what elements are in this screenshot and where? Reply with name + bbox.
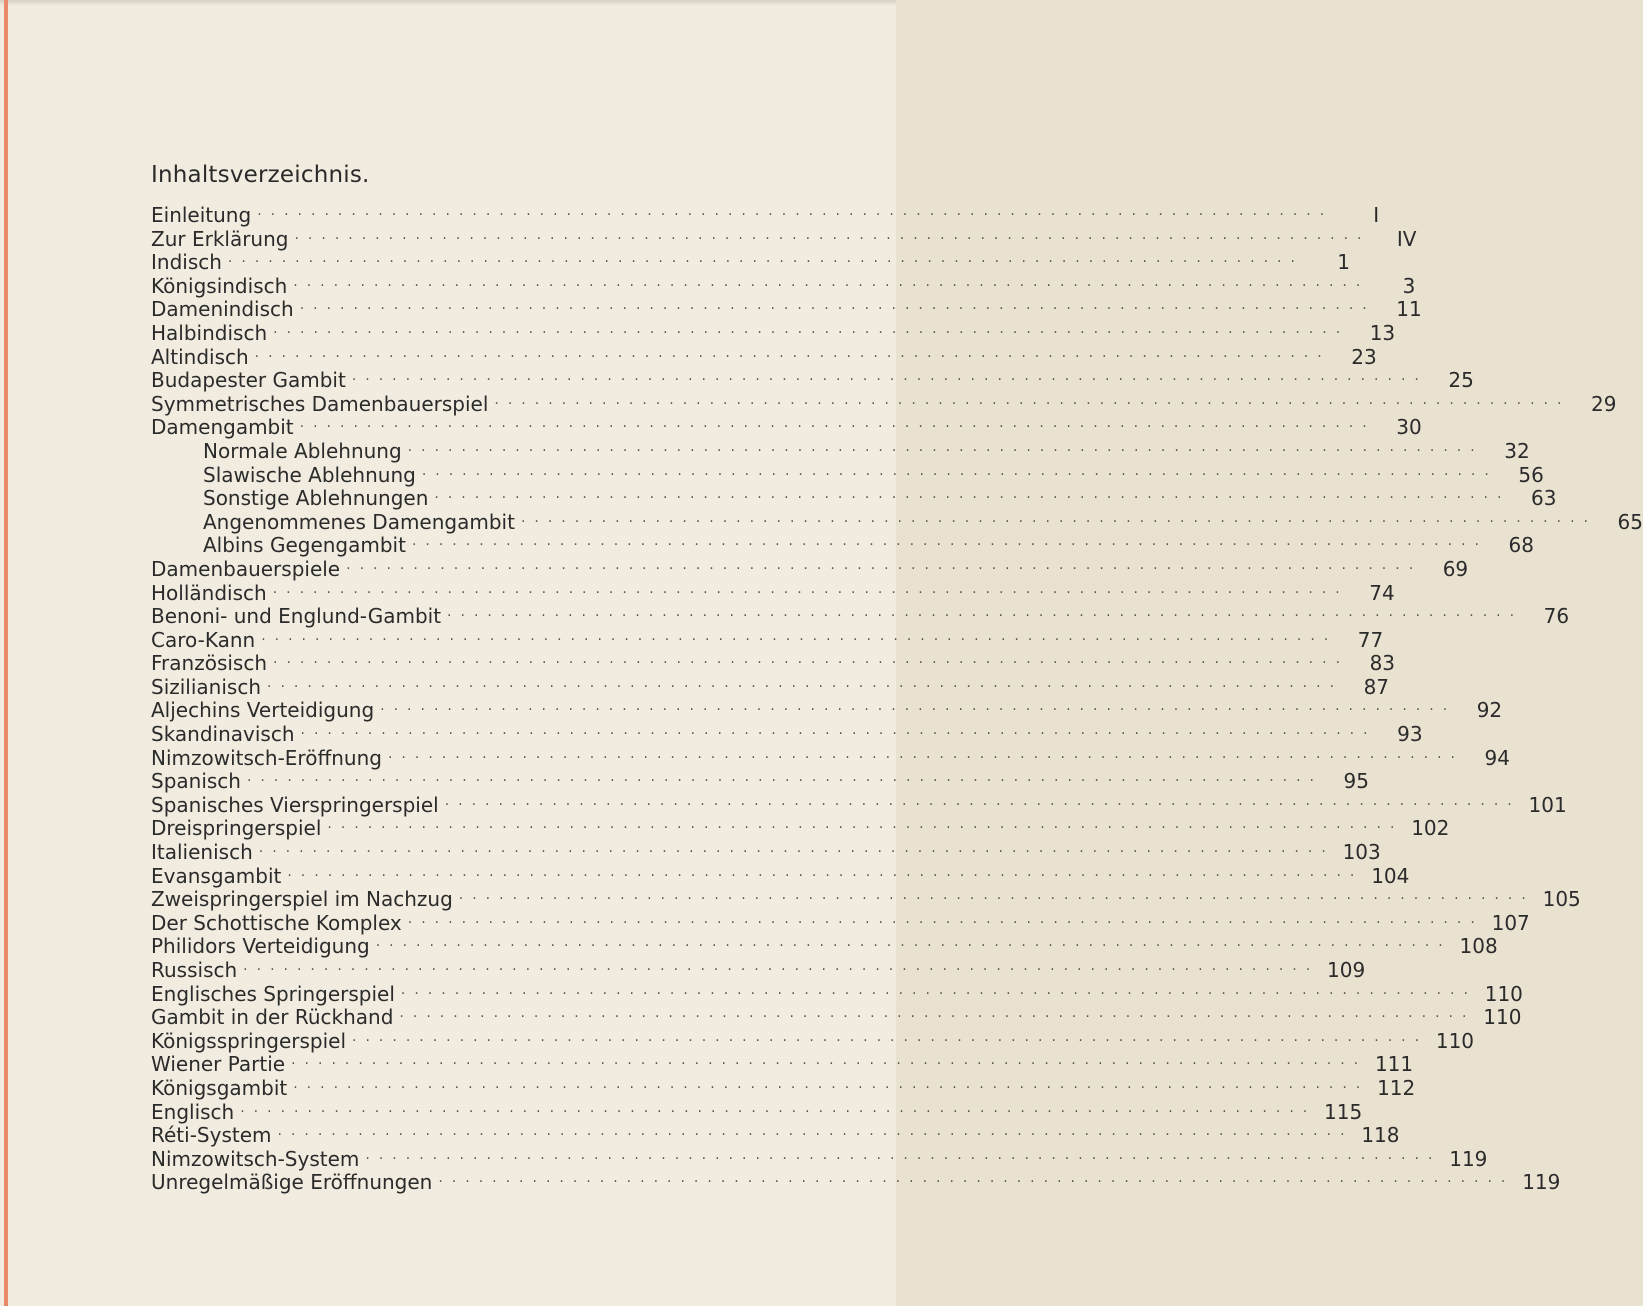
toc-leader-dots: ················································································	[352, 1032, 1429, 1049]
toc-entry	[151, 486, 1557, 511]
toc-entry-page: IV	[1396, 226, 1417, 251]
toc-entry	[151, 273, 1416, 299]
toc-entry-page: 76	[1543, 604, 1570, 629]
toc-entry	[151, 1099, 1363, 1125]
toc-leader-dots: ················································································	[243, 962, 1320, 978]
toc-leader-dots: ················································································	[299, 419, 1376, 436]
toc-entry-page: 92	[1476, 698, 1503, 723]
toc-entry-label: Spanisches Vierspringerspiel	[151, 792, 439, 817]
toc-entry	[151, 320, 1396, 346]
toc-entry	[151, 226, 1417, 252]
toc-leader-dots: ················································································	[300, 726, 1377, 743]
toc-entry-page: 118	[1361, 1123, 1400, 1148]
toc-entry-page: 13	[1369, 320, 1396, 345]
toc-entry	[151, 816, 1450, 841]
toc-entry-label: Budapester Gambit	[151, 368, 346, 393]
toc-leader-dots: ················································································	[272, 584, 1349, 601]
toc-entry	[151, 651, 1396, 676]
toc-entry-page: 56	[1518, 462, 1544, 487]
toc-leader-dots: ················································································	[438, 1174, 1515, 1191]
toc-entry	[151, 556, 1469, 582]
page-top-edge	[0, 0, 896, 6]
toc-entry-page: 112	[1377, 1075, 1416, 1100]
toc-leader-dots: ················································································	[277, 1127, 1354, 1144]
toc-entry-label: Philidors Verteidigung	[151, 934, 370, 959]
toc-entry-label: Französisch	[151, 651, 268, 676]
toc-entry	[151, 792, 1567, 818]
toc-entry	[151, 203, 1380, 228]
toc-entry	[151, 1005, 1522, 1030]
toc-entry-page: 115	[1324, 1099, 1363, 1124]
toc-leader-dots: ················································································	[421, 466, 1498, 483]
toc-entry	[151, 863, 1410, 889]
toc-entry-label: Königsspringerspiel	[151, 1028, 347, 1053]
toc-entry-label: Holländisch	[151, 580, 267, 605]
toc-leader-dots: ················································································	[434, 490, 1511, 507]
toc-leader-dots: ················································································	[294, 230, 1371, 247]
toc-entry-page: 74	[1369, 580, 1395, 605]
toc-leader-dots: ················································································	[351, 372, 1428, 389]
toc-heading: Inhaltsverzeichnis.	[151, 162, 370, 188]
toc-entry	[151, 415, 1422, 440]
toc-entry-page: 102	[1411, 816, 1450, 841]
toc-entry-page: 105	[1542, 887, 1581, 912]
toc-leader-dots: ················································································	[375, 938, 1452, 955]
toc-entry-label: Réti-System	[151, 1123, 272, 1148]
toc-leader-dots: ················································································	[261, 631, 1338, 648]
toc-entry-label: Halbindisch	[151, 320, 268, 345]
toc-entry-label: Nimzowitsch-Eröffnung	[151, 745, 382, 770]
toc-entry-label: Zweispringerspiel im Nachzug	[151, 887, 453, 912]
toc-entry-page: 110	[1435, 1028, 1475, 1053]
toc-entry-page: 69	[1442, 556, 1469, 581]
toc-entry-label: Englisch	[151, 1099, 235, 1124]
toc-entry	[151, 391, 1617, 417]
toc-entry-page: 30	[1396, 415, 1422, 440]
toc-entry	[151, 462, 1544, 488]
toc-leader-dots: ················································································	[293, 277, 1370, 294]
toc-entry-page: 77	[1357, 627, 1384, 652]
toc-leader-dots: ················································································	[273, 324, 1350, 341]
toc-leader-dots: ················································································	[387, 749, 1464, 766]
toc-leader-dots: ················································································	[267, 678, 1344, 695]
toc-entry	[151, 368, 1474, 393]
toc-entry	[151, 674, 1390, 700]
toc-entry-label: Symmetrisches Damenbauerspiel	[151, 391, 489, 416]
toc-entry-label: Italienisch	[151, 840, 253, 865]
toc-entry	[151, 1170, 1561, 1195]
page-red-edge	[4, 0, 8, 1306]
toc-leader-dots: ················································································	[494, 395, 1571, 412]
toc-leader-dots: ················································································	[365, 1150, 1442, 1167]
toc-leader-dots: ················································································	[254, 348, 1331, 365]
toc-entry	[151, 438, 1530, 464]
toc-entry	[151, 745, 1510, 771]
toc-entry-label: Gambit in der Rückhand	[151, 1005, 394, 1030]
toc-entry	[151, 627, 1384, 653]
toc-leader-dots: ················································································	[407, 914, 1484, 931]
toc-entry-page: I	[1373, 203, 1380, 227]
toc-entry	[151, 769, 1369, 794]
toc-entry-label: Indisch	[151, 250, 222, 275]
toc-entry-page: 25	[1448, 368, 1474, 393]
toc-entry-page: 23	[1351, 344, 1377, 369]
toc-entry-label: Englisches Springerspiel	[151, 981, 395, 1006]
toc-entry-label: Der Schottische Komplex	[151, 910, 402, 935]
toc-entry-label: Sonstige Ablehnungen	[203, 486, 429, 511]
toc-entry-label: Einleitung	[151, 203, 252, 227]
toc-entry	[151, 1075, 1416, 1101]
toc-leader-dots: ················································································	[293, 1079, 1370, 1096]
toc-entry-page: 95	[1343, 769, 1369, 794]
toc-leader-dots: ················································································	[287, 867, 1364, 884]
toc-leader-dots: ················································································	[444, 796, 1521, 813]
toc-entry-label: Nimzowitsch-System	[151, 1146, 360, 1171]
toc-entry-label: Altindisch	[151, 344, 249, 369]
toc-entry	[151, 580, 1395, 606]
toc-entry-page: 32	[1504, 438, 1530, 463]
toc-leader-dots: ················································································	[327, 820, 1404, 837]
toc-leader-dots: ················································································	[291, 1056, 1368, 1073]
toc-leader-dots: ················································································	[447, 608, 1524, 625]
toc-entry	[151, 840, 1381, 865]
toc-entry-label: Königsgambit	[151, 1075, 288, 1100]
toc-leader-dots: ················································································	[520, 513, 1597, 530]
toc-entry-page: 110	[1483, 1005, 1522, 1030]
toc-leader-dots: ················································································	[273, 655, 1350, 672]
toc-entry-page: 1	[1337, 250, 1350, 275]
toc-entry	[151, 934, 1498, 959]
toc-entry-label: Unregelmäßige Eröffnungen	[151, 1170, 433, 1195]
toc-entry-label: Damengambit	[151, 415, 294, 440]
toc-entry	[151, 604, 1570, 629]
toc-entry	[151, 509, 1643, 535]
toc-entry-label: Sizilianisch	[151, 674, 261, 699]
toc-leader-dots: ················································································	[411, 537, 1488, 554]
toc-entry	[151, 698, 1503, 723]
toc-entry-label: Damenbauerspiele	[151, 556, 341, 581]
toc-entry	[151, 981, 1523, 1007]
toc-entry-label: Slawische Ablehnung	[203, 462, 416, 487]
toc-entry-label: Spanisch	[151, 769, 241, 794]
toc-entry-label: Evansgambit	[151, 863, 282, 888]
toc-entry	[151, 958, 1366, 983]
toc-entry	[151, 250, 1350, 275]
toc-entry-label: Skandinavisch	[151, 722, 295, 747]
toc-leader-dots: ················································································	[258, 844, 1335, 861]
toc-leader-dots: ················································································	[299, 301, 1376, 318]
table-of-contents	[151, 203, 1643, 1195]
toc-entry-label: Angenommenes Damengambit	[203, 509, 515, 534]
toc-entry-label: Dreispringerspiel	[151, 816, 322, 841]
toc-entry	[151, 1052, 1414, 1077]
toc-entry-label: Russisch	[151, 958, 238, 982]
toc-leader-dots: ················································································	[227, 254, 1304, 271]
toc-entry-label: Aljechins Verteidigung	[151, 698, 375, 723]
toc-entry-page: 109	[1327, 958, 1366, 982]
toc-entry-label: Königsindisch	[151, 273, 288, 298]
toc-entry-page: 110	[1484, 981, 1523, 1006]
toc-entry-page: 119	[1449, 1146, 1488, 1171]
toc-entry-page: 93	[1397, 722, 1423, 747]
toc-entry-page: 119	[1522, 1170, 1561, 1195]
toc-entry-page: 29	[1590, 391, 1617, 416]
toc-entry-label: Normale Ablehnung	[203, 438, 402, 463]
toc-entry	[151, 722, 1423, 747]
toc-entry-page: 83	[1369, 651, 1396, 676]
toc-entry	[151, 344, 1377, 370]
toc-entry-page: 107	[1491, 910, 1530, 935]
toc-leader-dots: ················································································	[240, 1103, 1317, 1120]
toc-entry-page: 65	[1617, 509, 1643, 534]
toc-entry-page: 108	[1459, 934, 1498, 959]
toc-entry-page: 87	[1363, 674, 1390, 699]
toc-entry-page: 3	[1402, 273, 1416, 298]
toc-entry	[151, 297, 1422, 322]
toc-entry-label: Zur Erklärung	[151, 226, 289, 251]
toc-entry-page: 111	[1374, 1052, 1414, 1077]
toc-entry	[151, 1146, 1488, 1172]
toc-entry	[151, 887, 1581, 912]
toc-entry-page: 104	[1371, 863, 1410, 888]
toc-entry-label: Caro-Kann	[151, 627, 256, 652]
toc-entry	[151, 1028, 1475, 1054]
toc-entry-page: 101	[1528, 792, 1567, 817]
toc-leader-dots: ················································································	[399, 1009, 1476, 1026]
toc-leader-dots: ················································································	[246, 773, 1323, 790]
toc-leader-dots: ················································································	[346, 560, 1423, 577]
toc-entry-page: 11	[1396, 297, 1422, 322]
toc-entry-page: 103	[1342, 840, 1381, 865]
toc-entry	[151, 910, 1530, 936]
toc-entry-page: 63	[1530, 486, 1557, 511]
toc-entry-label: Wiener Partie	[151, 1052, 286, 1077]
toc-leader-dots: ················································································	[257, 207, 1334, 223]
toc-entry	[151, 533, 1534, 558]
toc-leader-dots: ················································································	[458, 891, 1535, 908]
toc-entry-label: Albins Gegengambit	[203, 533, 406, 558]
toc-leader-dots: ················································································	[407, 442, 1484, 459]
toc-entry	[151, 1123, 1400, 1148]
toc-leader-dots: ················································································	[380, 702, 1457, 719]
toc-entry-page: 68	[1508, 533, 1534, 558]
toc-entry-label: Damenindisch	[151, 297, 294, 322]
toc-entry-page: 94	[1484, 745, 1510, 770]
toc-entry-label: Benoni- und Englund-Gambit	[151, 604, 442, 629]
toc-leader-dots: ················································································	[400, 985, 1477, 1002]
